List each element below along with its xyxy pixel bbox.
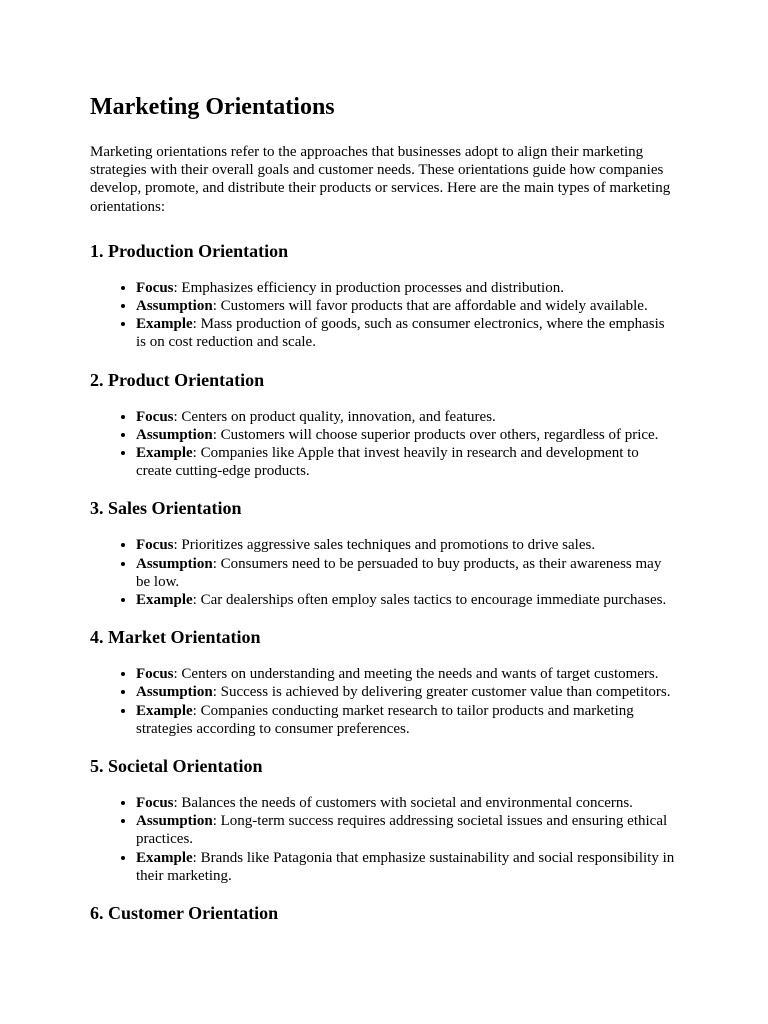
section-heading: 2. Product Orientation [90,369,265,390]
item-term: Example [136,316,193,333]
list-item [136,315,678,351]
list-item [136,555,678,591]
item-text: : Centers on understanding and meeting the needs and wants of target customers. [173,666,659,683]
intro-paragraph: Marketing orientations refer to the approaches that businesses adopt to align their marketing strategies with their overall goals and customer needs. These orientations guide how companies develop, promote, and distribute their products or services. Here are the main types of marketing orientations: [90,144,671,215]
item-term: Focus [136,666,174,683]
list-item [136,665,678,683]
section-customer-orientation [90,902,678,924]
list-item [136,591,678,609]
page-title: Marketing Orientations [90,94,335,120]
list-item [136,849,678,885]
item-text: : Customers will favor products that are affordable and widely available. [212,298,648,315]
item-text: : Companies like Apple that invest heavily in research and development to create cutting-edge products. [136,445,639,480]
item-term: Example [136,445,193,462]
item-text: : Companies conducting market research to tailor products and marketing strategies according to consumer preferences. [136,702,634,737]
item-text: : Mass production of goods, such as consumer electronics, where the emphasis is on cost reduction and scale. [136,316,665,351]
bullet-list [90,536,678,609]
item-text: : Emphasizes efficiency in production processes and distribution. [173,279,564,296]
item-text: : Brands like Patagonia that emphasize sustainability and social responsibility in their marketing. [136,849,675,884]
bullet-list [90,408,678,481]
section-market-orientation [90,626,678,738]
item-term: Focus [136,408,174,425]
item-term: Assumption [136,555,213,572]
section-production-orientation [90,240,678,352]
list-item [136,702,678,738]
item-text: : Centers on product quality, innovation, and features. [173,408,496,425]
item-term: Assumption [136,298,213,315]
list-item [136,536,678,554]
section-heading: 6. Customer Orientation [90,903,279,924]
list-item [136,297,678,315]
list-item [136,794,678,812]
item-term: Focus [136,795,174,812]
item-text: : Prioritizes aggressive sales techniques and promotions to drive sales. [173,537,596,554]
item-text: : Car dealerships often employ sales tactics to encourage immediate purchases. [192,592,667,609]
section-societal-orientation [90,755,678,885]
item-text: : Success is achieved by delivering greater customer value than competitors. [212,684,671,701]
item-text: : Customers will choose superior products over others, regardless of price. [212,426,659,443]
list-item [136,408,678,426]
item-term: Example [136,592,193,609]
list-item [136,812,678,848]
item-text: : Consumers need to be persuaded to buy products, as their awareness may be low. [136,555,662,590]
item-text: : Balances the needs of customers with societal and environmental concerns. [173,795,633,812]
item-text: : Long-term success requires addressing societal issues and ensuring ethical practices. [136,813,668,848]
section-product-orientation [90,369,678,481]
item-term: Example [136,849,193,866]
list-item [136,426,678,444]
list-item [136,683,678,701]
bullet-list [90,794,678,885]
bullet-list [90,665,678,738]
bullet-list [90,279,678,352]
section-heading: 3. Sales Orientation [90,498,242,519]
item-term: Example [136,702,193,719]
section-heading: 5. Societal Orientation [90,756,263,777]
item-term: Assumption [136,813,213,830]
list-item [136,444,678,480]
item-term: Focus [136,279,174,296]
item-term: Assumption [136,426,213,443]
section-heading: 1. Production Orientation [90,240,289,261]
item-term: Assumption [136,684,213,701]
section-heading: 4. Market Orientation [90,627,261,648]
list-item [136,279,678,297]
item-term: Focus [136,537,174,554]
section-sales-orientation [90,497,678,609]
